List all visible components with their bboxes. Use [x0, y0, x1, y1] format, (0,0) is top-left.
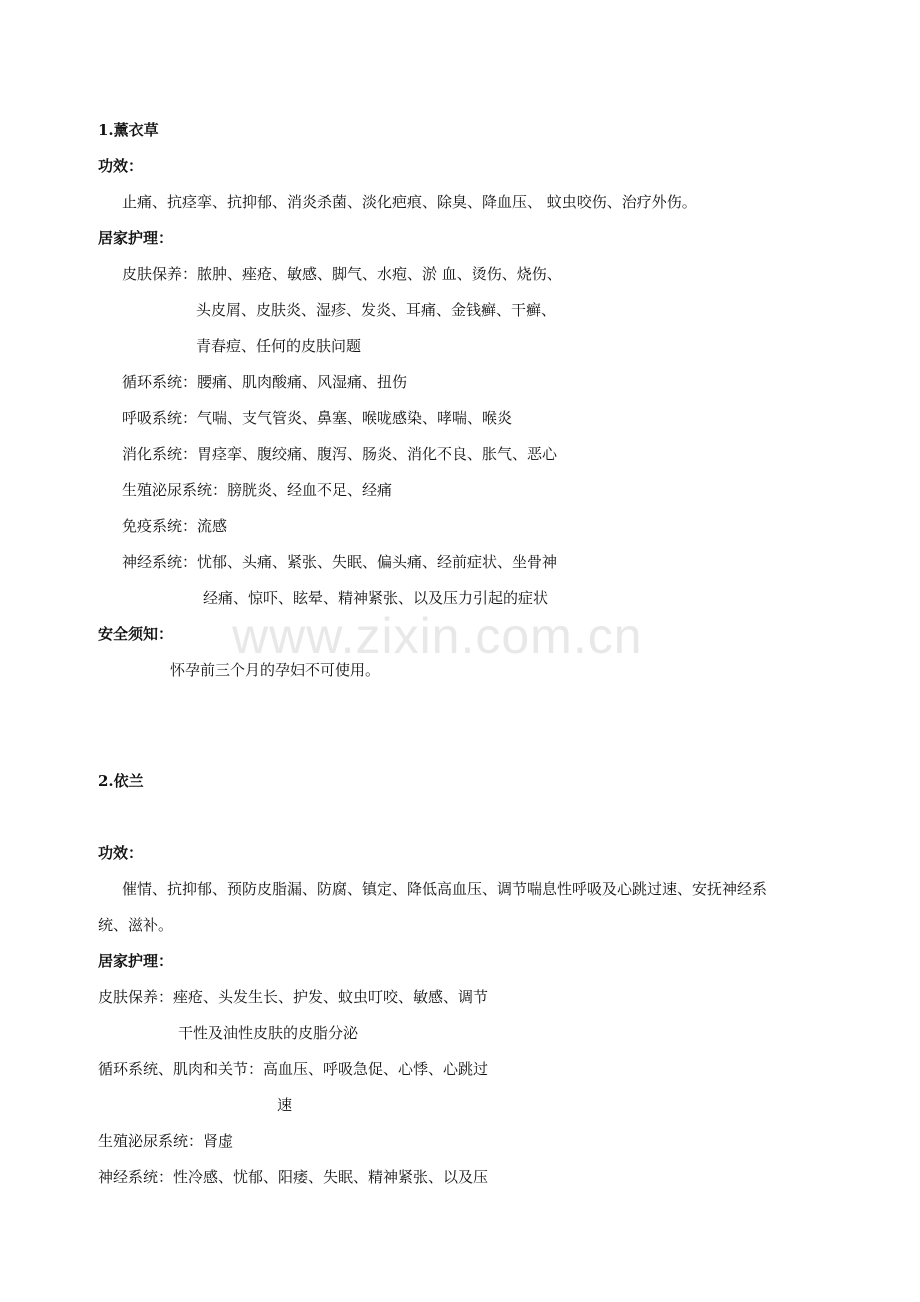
care-skin-line: 皮肤保养：脓肿、痤疮、敏感、脚气、水疱、淤 血、烫伤、烧伤、	[122, 265, 562, 283]
care-heading: 居家护理：	[98, 229, 174, 247]
care-immune: 免疫系统：流感	[122, 517, 228, 535]
watermark: www.zixin.com.cn	[232, 608, 643, 664]
care-nervous-line: 神经系统：忧郁、头痛、紧张、失眠、偏头痛、经前症状、坐骨神	[122, 553, 558, 571]
safety-heading: 安全须知：	[98, 625, 174, 643]
care-respiratory: 呼吸系统：气喘、支气管炎、鼻塞、喉咙感染、哮喘、喉炎	[122, 409, 513, 427]
effects-heading: 功效：	[98, 157, 144, 175]
care-reproductive: 生殖泌尿系统：肾虚	[98, 1132, 234, 1150]
care-heading: 居家护理：	[98, 952, 174, 970]
safety-text: 怀孕前三个月的孕妇不可使用。	[170, 661, 381, 679]
effects-text-line: 催情、抗抑郁、预防皮脂漏、防腐、镇定、降低高血压、调节喘息性呼吸及心跳过速、安抚神经系	[122, 880, 768, 898]
care-nervous-line: 经痛、惊吓、眩晕、精神紧张、以及压力引起的症状	[203, 589, 549, 607]
care-skin-line: 青春痘、任何的皮肤问题	[196, 337, 362, 355]
care-nervous: 神经系统：性冷感、忧郁、阳痿、失眠、精神紧张、以及压	[98, 1168, 489, 1186]
care-skin-line: 皮肤保养：痤疮、头发生长、护发、蚊虫叮咬、敏感、调节	[98, 988, 489, 1006]
section-title: 2.依兰	[98, 772, 144, 790]
effects-text: 止痛、抗痉挛、抗抑郁、消炎杀菌、淡化疤痕、除臭、降血压、 蚊虫咬伤、治疗外伤。	[122, 193, 697, 211]
care-circulation: 循环系统：腰痛、肌肉酸痛、风湿痛、扭伤	[122, 373, 408, 391]
effects-text-line: 统、滋补。	[98, 916, 174, 934]
care-circulation-line: 循环系统、肌肉和关节：高血压、呼吸急促、心悸、心跳过	[98, 1060, 489, 1078]
care-digestive: 消化系统：胃痉挛、腹绞痛、腹泻、肠炎、消化不良、胀气、恶心	[122, 445, 558, 463]
section-title: 1.薰衣草	[98, 121, 159, 139]
care-circulation-line: 速	[277, 1096, 293, 1114]
effects-heading: 功效：	[98, 844, 144, 862]
care-skin-line: 头皮屑、皮肤炎、湿疹、发炎、耳痛、金钱癣、干癣、	[196, 301, 557, 319]
care-reproductive: 生殖泌尿系统：膀胱炎、经血不足、经痛	[122, 481, 393, 499]
care-skin-line: 干性及油性皮肤的皮脂分泌	[178, 1024, 359, 1042]
